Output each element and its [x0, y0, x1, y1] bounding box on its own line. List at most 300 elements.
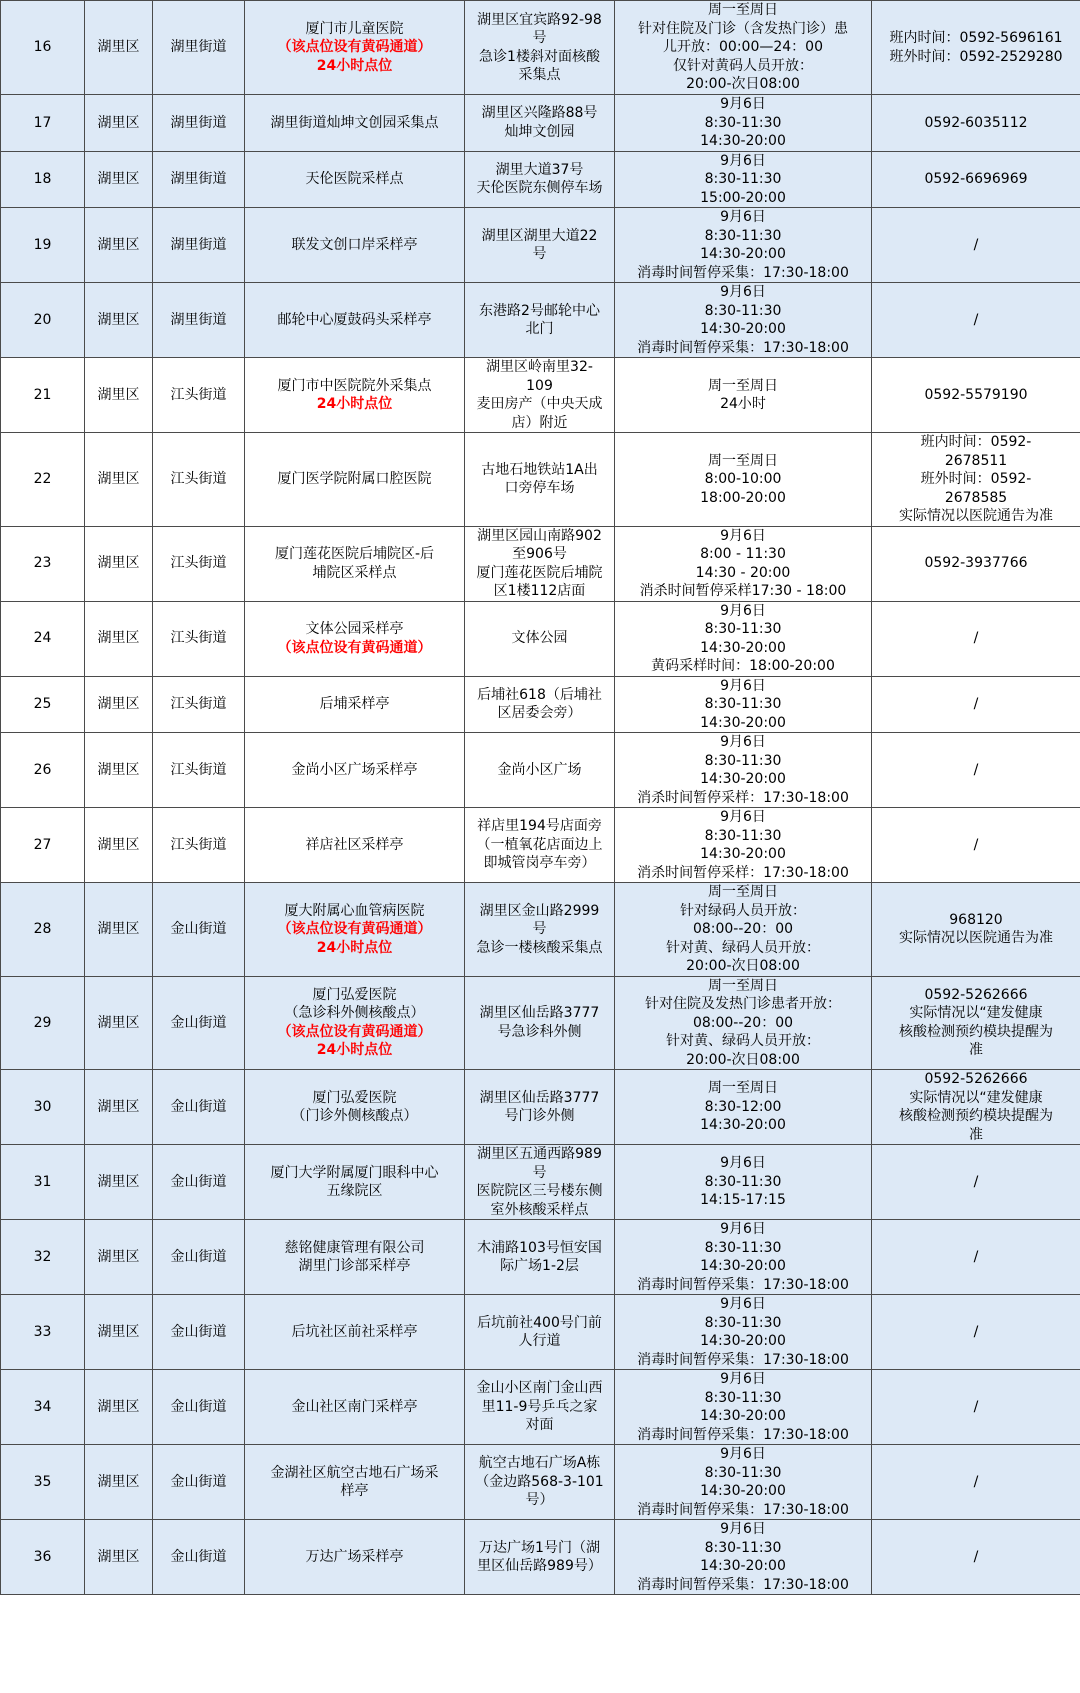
table-body	[1, 1, 1080, 1595]
cell-site-name-line: 厦门弘爱医院	[312, 986, 397, 1003]
cell-address-line: 后埔社618（后埔社	[477, 686, 602, 703]
cell-district: 湖里区	[85, 283, 153, 358]
cell-hours	[615, 733, 872, 808]
cell-address-line: 急诊一楼核酸采集点	[476, 939, 603, 956]
cell-phone-line: /	[973, 836, 979, 853]
cell-street: 江头街道	[153, 433, 245, 527]
cell-hours-line: 14:30-20:00	[700, 1117, 786, 1134]
cell-address-line: 万达广场1号门（湖	[479, 1539, 600, 1556]
cell-site-name-line: 厦门大学附属厦门眼科中心	[270, 1164, 439, 1181]
cell-site-name-line: 厦门医学院附属口腔医院	[277, 471, 432, 487]
cell-phone-line: 核酸检测预约模块提醒为	[899, 1023, 1053, 1040]
cell-phone-line: 0592-6035112	[924, 114, 1028, 131]
cell-phone	[872, 1, 1080, 95]
cell-phone-line: /	[973, 311, 979, 328]
cell-hours	[615, 1445, 872, 1520]
cell-hours-line: 8:30-11:30	[704, 1173, 782, 1190]
cell-hours-line: 针对黄、绿码人员开放：	[666, 939, 820, 956]
cell-site-name-line: （门诊外侧核酸点）	[291, 1108, 418, 1124]
cell-phone-line: 0592-6696969	[924, 171, 1028, 187]
cell-site-name	[245, 1295, 465, 1370]
cell-hours-line: 24小时	[720, 396, 766, 412]
cell-hours-line: 8:30-11:30	[704, 752, 782, 769]
cell-site-name-line: 湖里街道灿坤文创园采集点	[270, 114, 439, 131]
cell-phone	[872, 1145, 1080, 1220]
cell-address-line: 急诊1楼斜对面核酸	[479, 48, 600, 65]
cell-hours	[615, 601, 872, 676]
cell-street: 湖里街道	[153, 95, 245, 152]
cell-address-line: 里11-9号乒乓之家	[481, 1398, 598, 1415]
cell-hours-line: 14:30-20:00	[700, 321, 786, 337]
cell-hours-line: 周一至周日	[708, 884, 778, 900]
cell-district: 湖里区	[85, 151, 153, 208]
cell-address-line: 麦田房产（中央天成	[476, 396, 603, 412]
cell-phone-line: /	[973, 761, 979, 778]
cell-hours-line: 9月6日	[720, 1446, 766, 1462]
cell-site-name	[245, 1220, 465, 1295]
cell-district: 湖里区	[85, 358, 153, 433]
cell-number: 32	[1, 1220, 85, 1295]
cell-phone	[872, 1070, 1080, 1145]
table-row	[1, 283, 1080, 358]
cell-address-line: 湖里区金山路2999	[479, 902, 600, 919]
cell-hours-line: 针对绿码人员开放：	[680, 902, 806, 919]
cell-phone	[872, 208, 1080, 283]
cell-number: 21	[1, 358, 85, 433]
cell-address-line: 口旁停车场	[504, 480, 575, 497]
cell-hours-line: 9月6日	[720, 1221, 766, 1237]
cell-hours-line: 9月6日	[720, 677, 766, 694]
cell-hours-line: 周一至周日	[708, 1080, 778, 1097]
cell-address-line: 号）	[525, 1492, 554, 1509]
cell-site-name-line: 联发文创口岸采样亭	[291, 236, 418, 253]
cell-address-line: 湖里大道37号	[495, 161, 584, 178]
cell-number: 25	[1, 676, 85, 733]
cell-district: 湖里区	[85, 676, 153, 733]
cell-hours	[615, 283, 872, 358]
cell-address-line: 厦门莲花医院后埔院	[476, 564, 603, 581]
cell-street: 江头街道	[153, 526, 245, 601]
cell-site-name-line: 厦大附属心血管病医院	[284, 902, 425, 919]
cell-hours-line: 18:00-20:00	[700, 489, 786, 506]
cell-number: 28	[1, 883, 85, 977]
cell-district: 湖里区	[85, 883, 153, 977]
cell-address-line: 人行道	[518, 1333, 561, 1349]
cell-phone-line: 班外时间：0592-2529280	[889, 48, 1063, 65]
cell-phone-line: /	[973, 696, 979, 712]
cell-phone	[872, 1220, 1080, 1295]
cell-hours	[615, 883, 872, 977]
cell-address	[465, 733, 615, 808]
cell-address	[465, 1145, 615, 1220]
cell-address-line: 采集点	[518, 67, 561, 83]
cell-address-line: 古地石地铁站1A出	[481, 461, 598, 478]
cell-district: 湖里区	[85, 1145, 153, 1220]
cell-hours-line: 14:30-20:00	[700, 246, 786, 262]
cell-site-name-line: （该点位设有黄码通道）	[277, 921, 432, 937]
table-row	[1, 1445, 1080, 1520]
cell-address-line: 里区仙岳路989号）	[477, 1558, 602, 1574]
cell-address-line: 湖里区兴隆路88号	[481, 105, 598, 122]
cell-site-name-line: 金湖社区航空古地石广场采	[270, 1464, 439, 1481]
cell-hours-line: 仅针对黄码人员开放：	[673, 57, 813, 74]
cell-site-name-line: 后坑社区前社采样亭	[291, 1323, 418, 1340]
cell-hours-line: 消杀时间暂停采样：17:30-18:00	[637, 864, 849, 881]
cell-hours-line: 9月6日	[720, 1296, 766, 1312]
cell-district: 湖里区	[85, 1070, 153, 1145]
cell-hours-line: 9月6日	[720, 284, 766, 300]
cell-phone-line: /	[973, 1473, 979, 1490]
table-row	[1, 883, 1080, 977]
cell-hours	[615, 1295, 872, 1370]
cell-hours-line: 针对住院及发热门诊患者开放：	[645, 996, 841, 1012]
cell-hours-line: 针对黄、绿码人员开放：	[666, 1033, 820, 1049]
cell-hours	[615, 526, 872, 601]
cell-address-line: 湖里区五通西路989	[477, 1146, 602, 1162]
cell-phone-line: 0592-5262666	[924, 986, 1028, 1003]
cell-district: 湖里区	[85, 1220, 153, 1295]
cell-address-line: 后坑前社400号门前	[477, 1314, 602, 1331]
cell-site-name-line: 埔院区采样点	[312, 564, 397, 581]
cell-phone-line: /	[973, 1173, 979, 1190]
cell-site-name	[245, 808, 465, 883]
cell-address-line: 室外核酸采样点	[490, 1201, 589, 1218]
cell-phone	[872, 1295, 1080, 1370]
cell-hours-line: 14:30 - 20:00	[695, 564, 791, 581]
cell-site-name	[245, 1520, 465, 1595]
cell-street: 湖里街道	[153, 1, 245, 95]
cell-hours-line: 14:30-20:00	[700, 771, 786, 787]
table-row	[1, 151, 1080, 208]
cell-hours-line: 9月6日	[720, 209, 766, 225]
cell-hours-line: 9月6日	[720, 1371, 766, 1387]
table-row	[1, 433, 1080, 527]
cell-district: 湖里区	[85, 1295, 153, 1370]
table-row	[1, 358, 1080, 433]
cell-hours	[615, 808, 872, 883]
cell-phone-line: 0592-5262666	[924, 1071, 1028, 1087]
cell-site-name	[245, 676, 465, 733]
cell-site-name	[245, 208, 465, 283]
cell-phone	[872, 808, 1080, 883]
cell-hours-line: 8:30-11:30	[704, 827, 782, 844]
cell-hours	[615, 976, 872, 1070]
cell-hours	[615, 433, 872, 527]
cell-street: 湖里街道	[153, 151, 245, 208]
cell-number: 33	[1, 1295, 85, 1370]
cell-hours-line: 14:15-17:15	[700, 1192, 786, 1209]
cell-street: 江头街道	[153, 733, 245, 808]
cell-site-name	[245, 95, 465, 152]
cell-phone-line: 2678511	[944, 452, 1008, 469]
cell-hours-line: 9月6日	[720, 96, 766, 112]
cell-address-line: （金边路568-3-101	[475, 1473, 604, 1490]
table-row	[1, 208, 1080, 283]
cell-phone	[872, 733, 1080, 808]
cell-hours-line: 8:30-11:30	[704, 114, 782, 131]
cell-number: 17	[1, 95, 85, 152]
cell-hours	[615, 1370, 872, 1445]
cell-site-name-line: 文体公园采样亭	[305, 621, 404, 637]
cell-street: 金山街道	[153, 1445, 245, 1520]
cell-district: 湖里区	[85, 808, 153, 883]
cell-phone	[872, 95, 1080, 152]
cell-number: 16	[1, 1, 85, 95]
table-row	[1, 601, 1080, 676]
cell-district: 湖里区	[85, 733, 153, 808]
cell-address-line: 109	[526, 377, 553, 394]
cell-address	[465, 526, 615, 601]
cell-site-name	[245, 976, 465, 1070]
cell-district: 湖里区	[85, 601, 153, 676]
cell-hours-line: 8:30-11:30	[704, 1239, 782, 1256]
cell-hours-line: 消毒时间暂停采集：17:30-18:00	[637, 264, 849, 281]
cell-address	[465, 358, 615, 433]
cell-site-name	[245, 526, 465, 601]
cell-hours-line: 14:30-20:00	[700, 714, 786, 731]
cell-hours-line: 8:30-11:30	[704, 1389, 782, 1406]
cell-site-name	[245, 733, 465, 808]
cell-site-name-line: 24小时点位	[316, 939, 393, 956]
cell-street: 金山街道	[153, 1370, 245, 1445]
cell-hours	[615, 358, 872, 433]
cell-hours-line: 8:30-11:30	[704, 1314, 782, 1331]
cell-site-name-line: 万达广场采样亭	[305, 1548, 404, 1565]
cell-site-name	[245, 151, 465, 208]
cell-hours-line: 8:30-11:30	[704, 696, 782, 712]
table-row	[1, 526, 1080, 601]
table-row	[1, 1220, 1080, 1295]
cell-hours-line: 8:30-11:30	[704, 171, 782, 187]
cell-hours-line: 14:30-20:00	[700, 1408, 786, 1424]
cell-address-line: 北门	[525, 321, 554, 337]
cell-street: 金山街道	[153, 1220, 245, 1295]
cell-hours-line: 14:30-20:00	[700, 1483, 786, 1499]
cell-district: 湖里区	[85, 526, 153, 601]
cell-hours	[615, 1145, 872, 1220]
table-row	[1, 733, 1080, 808]
cell-address-line: 号急诊科外侧	[497, 1023, 582, 1040]
cell-phone	[872, 1445, 1080, 1520]
cell-address-line: 金尚小区广场	[497, 761, 582, 778]
cell-address	[465, 1, 615, 95]
cell-street: 金山街道	[153, 1295, 245, 1370]
cell-number: 18	[1, 151, 85, 208]
cell-site-name	[245, 1145, 465, 1220]
cell-phone-line: /	[973, 1323, 979, 1340]
cell-site-name-line: 厦门莲花医院后埔院区-后	[274, 546, 435, 562]
table-row	[1, 1370, 1080, 1445]
cell-number: 23	[1, 526, 85, 601]
cell-phone-line: 准	[969, 1042, 983, 1059]
cell-hours-line: 消毒时间暂停采集：17:30-18:00	[637, 1501, 849, 1518]
cell-site-name	[245, 283, 465, 358]
cell-hours-line: 8:30-11:30	[704, 621, 782, 637]
cell-site-name	[245, 1445, 465, 1520]
cell-address-line: 号	[532, 246, 547, 262]
cell-phone-line: /	[973, 236, 979, 253]
cell-address	[465, 95, 615, 152]
cell-address-line: 木浦路103号恒安国	[477, 1239, 602, 1256]
cell-site-name-line: （该点位设有黄码通道）	[277, 39, 432, 56]
cell-address-line: 祥店里194号店面旁	[477, 818, 602, 835]
cell-address-line: 对面	[525, 1417, 554, 1434]
cell-hours-line: 15:00-20:00	[700, 189, 786, 206]
cell-phone	[872, 976, 1080, 1070]
cell-number: 26	[1, 733, 85, 808]
cell-hours-line: 9月6日	[720, 1521, 766, 1537]
cell-phone-line: 0592-5579190	[924, 386, 1028, 403]
cell-phone	[872, 1370, 1080, 1445]
cell-street: 金山街道	[153, 1070, 245, 1145]
cell-street: 金山街道	[153, 1145, 245, 1220]
cell-hours-line: 儿开放：00:00—24：00	[663, 39, 823, 56]
cell-phone	[872, 601, 1080, 676]
table-row	[1, 1295, 1080, 1370]
cell-site-name-line: 样亭	[340, 1483, 369, 1499]
cell-hours-line: 14:30-20:00	[700, 133, 786, 149]
table-row	[1, 1, 1080, 95]
cell-address	[465, 208, 615, 283]
cell-address-line: 灿坤文创园	[504, 123, 575, 140]
cell-address-line: 湖里区园山南路902	[477, 527, 602, 544]
cell-hours-line: 周一至周日	[708, 2, 778, 19]
cell-address	[465, 808, 615, 883]
cell-hours-line: 9月6日	[720, 152, 766, 169]
cell-address	[465, 1445, 615, 1520]
cell-phone	[872, 433, 1080, 527]
cell-district: 湖里区	[85, 1, 153, 95]
cell-number: 31	[1, 1145, 85, 1220]
cell-hours-line: 消毒时间暂停采集：17:30-18:00	[637, 1576, 849, 1593]
cell-hours-line: 8:30-11:30	[704, 1464, 782, 1481]
cell-hours-line: 14:30-20:00	[700, 846, 786, 862]
cell-hours-line: 消毒时间暂停采集：17:30-18:00	[637, 1276, 849, 1293]
cell-district: 湖里区	[85, 208, 153, 283]
cell-street: 湖里街道	[153, 208, 245, 283]
cell-address-line: 文体公园	[511, 630, 568, 647]
cell-hours	[615, 1070, 872, 1145]
cell-number: 35	[1, 1445, 85, 1520]
table-row	[1, 95, 1080, 152]
cell-address-line: 天伦医院东侧停车场	[476, 180, 603, 197]
cell-site-name-line: （该点位设有黄码通道）	[277, 639, 432, 656]
cell-address	[465, 151, 615, 208]
table-row	[1, 1145, 1080, 1220]
cell-phone-line: /	[973, 1398, 979, 1415]
cell-address	[465, 1220, 615, 1295]
cell-site-name-line: （该点位设有黄码通道）	[277, 1023, 432, 1040]
cell-address-line: 湖里区仙岳路3777	[479, 1005, 600, 1022]
cell-address-line: 区1楼112店面	[493, 583, 586, 599]
cell-address	[465, 283, 615, 358]
cell-street: 湖里街道	[153, 283, 245, 358]
cell-site-name-line: 天伦医院采样点	[305, 171, 404, 187]
cell-hours-line: 8:30-12:00	[704, 1098, 782, 1115]
cell-hours-line: 20:00-次日08:00	[686, 1051, 800, 1068]
cell-address-line: （一植氧花店面边上	[476, 836, 603, 853]
cell-address-line: 号	[532, 30, 547, 46]
cell-district: 湖里区	[85, 1370, 153, 1445]
cell-address-line: 医院院区三号楼东侧	[476, 1183, 603, 1199]
cell-number: 27	[1, 808, 85, 883]
cell-hours-line: 周一至周日	[708, 452, 778, 469]
cell-phone-line: 核酸检测预约模块提醒为	[899, 1108, 1053, 1124]
cell-hours-line: 14:30-20:00	[700, 639, 786, 656]
cell-district: 湖里区	[85, 1520, 153, 1595]
cell-hours-line: 9月6日	[720, 809, 766, 825]
cell-hours-line: 20:00-次日08:00	[686, 76, 800, 93]
cell-hours-line: 8:30-11:30	[704, 227, 782, 244]
cell-address-line: 东港路2号邮轮中心	[479, 302, 600, 319]
cell-street: 江头街道	[153, 808, 245, 883]
cell-address	[465, 976, 615, 1070]
cell-site-name-line: 湖里门诊部采样亭	[298, 1258, 411, 1274]
cell-site-name	[245, 1070, 465, 1145]
cell-phone-line: /	[973, 1248, 979, 1265]
cell-phone-line: 实际情况以医院通告为准	[899, 508, 1053, 524]
cell-address-line: 湖里区岭南里32-	[486, 359, 593, 375]
cell-hours	[615, 1, 872, 95]
cell-hours-line: 消杀时间暂停采样17:30 - 18:00	[639, 583, 847, 599]
cell-hours-line: 08:00--20：00	[692, 921, 794, 937]
cell-hours-line: 14:30-20:00	[700, 1558, 786, 1574]
cell-address-line: 金山小区南门金山西	[476, 1380, 603, 1397]
cell-site-name-line: 厦门市儿童医院	[305, 20, 404, 37]
cell-address	[465, 1370, 615, 1445]
cell-number: 19	[1, 208, 85, 283]
cell-hours-line: 9月6日	[720, 734, 766, 750]
cell-number: 30	[1, 1070, 85, 1145]
cell-hours-line: 8:30-11:30	[704, 1539, 782, 1556]
cell-hours	[615, 676, 872, 733]
cell-site-name	[245, 1370, 465, 1445]
cell-address-line: 区居委会旁）	[497, 705, 582, 722]
cell-site-name-line: （急诊科外侧核酸点）	[284, 1005, 425, 1022]
cell-address-line: 号	[532, 921, 547, 937]
cell-phone-line: 实际情况以医院通告为准	[899, 930, 1053, 947]
cell-phone	[872, 883, 1080, 977]
cell-site-name	[245, 358, 465, 433]
cell-number: 29	[1, 976, 85, 1070]
cell-address	[465, 433, 615, 527]
cell-address-line: 号	[532, 1164, 547, 1181]
cell-hours-line: 8:00 - 11:30	[700, 546, 786, 562]
cell-phone-line: 班内时间：0592-	[920, 434, 1032, 450]
cell-hours-line: 8:30-11:30	[704, 302, 782, 319]
cell-phone-line: /	[973, 630, 979, 647]
table-row	[1, 1520, 1080, 1595]
cell-address-line: 湖里区仙岳路3777	[479, 1089, 600, 1106]
cell-phone-line: /	[973, 1548, 979, 1565]
cell-address	[465, 883, 615, 977]
cell-address-line: 湖里区湖里大道22	[481, 227, 598, 244]
cell-hours-line: 消杀时间暂停采样：17:30-18:00	[637, 789, 849, 806]
cell-phone-line: 0592-3937766	[924, 555, 1028, 572]
cell-hours-line: 14:30-20:00	[700, 1333, 786, 1349]
cell-hours	[615, 208, 872, 283]
cell-district: 湖里区	[85, 1445, 153, 1520]
cell-number: 34	[1, 1370, 85, 1445]
cell-hours-line: 周一至周日	[708, 977, 778, 994]
cell-district: 湖里区	[85, 976, 153, 1070]
cell-phone	[872, 1520, 1080, 1595]
cell-address-line: 至906号	[512, 546, 567, 562]
cell-address	[465, 601, 615, 676]
table-row	[1, 1070, 1080, 1145]
cell-site-name	[245, 1, 465, 95]
table-row	[1, 808, 1080, 883]
